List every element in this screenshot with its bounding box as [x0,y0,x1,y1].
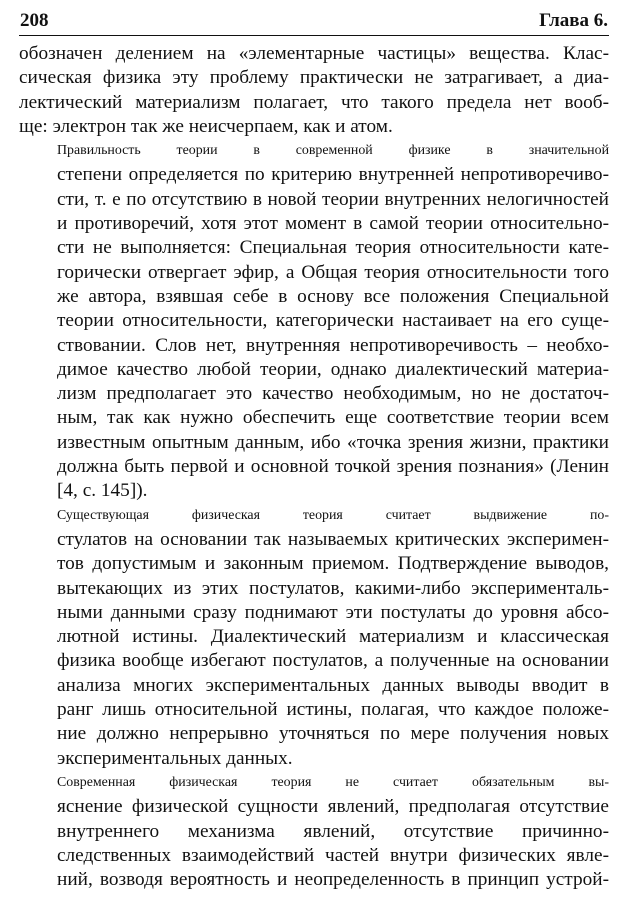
text-line: ще: электрон так же неисчерпаем, как и атом. [19,115,393,137]
text-line: теории относительности, категорически настаивает на его суще- [57,310,609,332]
text-line: сти, т. е по отсутствию в новой теории внутренних нелогичностей [57,188,609,210]
text-line: тов допустимым и законным приемом. Подтверждение выводов, [57,553,609,575]
text-line: ние должно непрерывно уточняться по мере получения новых [57,723,609,745]
text-line: экспериментальных данных. [57,747,293,769]
text-line: и противоречий, хотя этот момент в самой теории относительно- [57,213,609,235]
text-line: внутреннего механизма явлений, отсутствие причинно- [57,820,609,842]
text-line: следственных взаимодействий частей внутри физических явле- [57,844,609,866]
text-line: ным, так как нужно обеспечить еще соответствие теории всем [57,407,609,429]
chapter-title: Глава 6. [539,10,608,31]
paragraph [19,771,609,892]
text-line: известным опытным данным, ибо «точка зрения жизни, практики [57,431,609,453]
paragraph [19,42,609,139]
page-body [19,42,609,892]
text-line: степени определяется по критерию внутренней непротиворечиво- [57,164,609,186]
text-line: [4, с. 145]). [57,480,148,502]
text-line: ными данными сразу поднимают эти постулаты до уровня абсо- [57,601,609,623]
text-line: Существующая физическая теория считает выдвижение по- [57,507,609,523]
page-number: 208 [20,10,49,31]
text-line: горически отвергает эфир, а Общая теория относительности того [57,261,609,283]
text-line: димое качество любой теории, однако диалектический материа- [57,358,609,380]
text-line: сическая физика эту проблему практически не затрагивает, а диа- [19,67,609,89]
text-line: физика вообще избегают постулатов, а полученные на основании [57,650,609,672]
book-page [19,10,609,892]
text-line: лектический материализм полагает, что такого предела нет вооб- [19,91,609,113]
text-line: ранг лишь относительной истины, полагая, что каждое положе- [57,699,609,721]
running-header [19,10,609,36]
text-line: ний, возводя вероятность и неопределенность в принцип устрой- [57,869,609,891]
text-line: анализа многих экспериментальных данных выводы вводит в [57,674,609,696]
text-line: стулатов на основании так называемых критических эксперимен- [57,528,609,550]
paragraph [19,504,609,771]
text-line: ствовании. Слов нет, внутренняя непротиворечивость – необхо- [57,334,609,356]
text-line: же автора, взявшая себе в основу все положения Специальной [57,285,609,307]
text-line: вытекающих из этих постулатов, какими-либо эксперименталь- [57,577,609,599]
text-line: сти не выполняется: Специальная теория относительности кате- [57,237,609,259]
text-line: обозначен делением на «элементарные частицы» вещества. Клас- [19,43,609,64]
text-line: яснение физической сущности явлений, предполагая отсутствие [57,796,609,818]
text-line: Правильность теории в современной физике в значительной [57,143,609,159]
text-line: лютной истины. Диалектический материализм и классическая [57,626,609,648]
text-line: лизм предполагает это качество необходимым, но не достаточ- [57,383,609,405]
text-line: должна быть первой и основной точкой зрения познания» (Ленин [57,456,609,478]
text-line: Современная физическая теория не считает обязательным вы- [57,774,609,790]
paragraph [19,139,609,503]
